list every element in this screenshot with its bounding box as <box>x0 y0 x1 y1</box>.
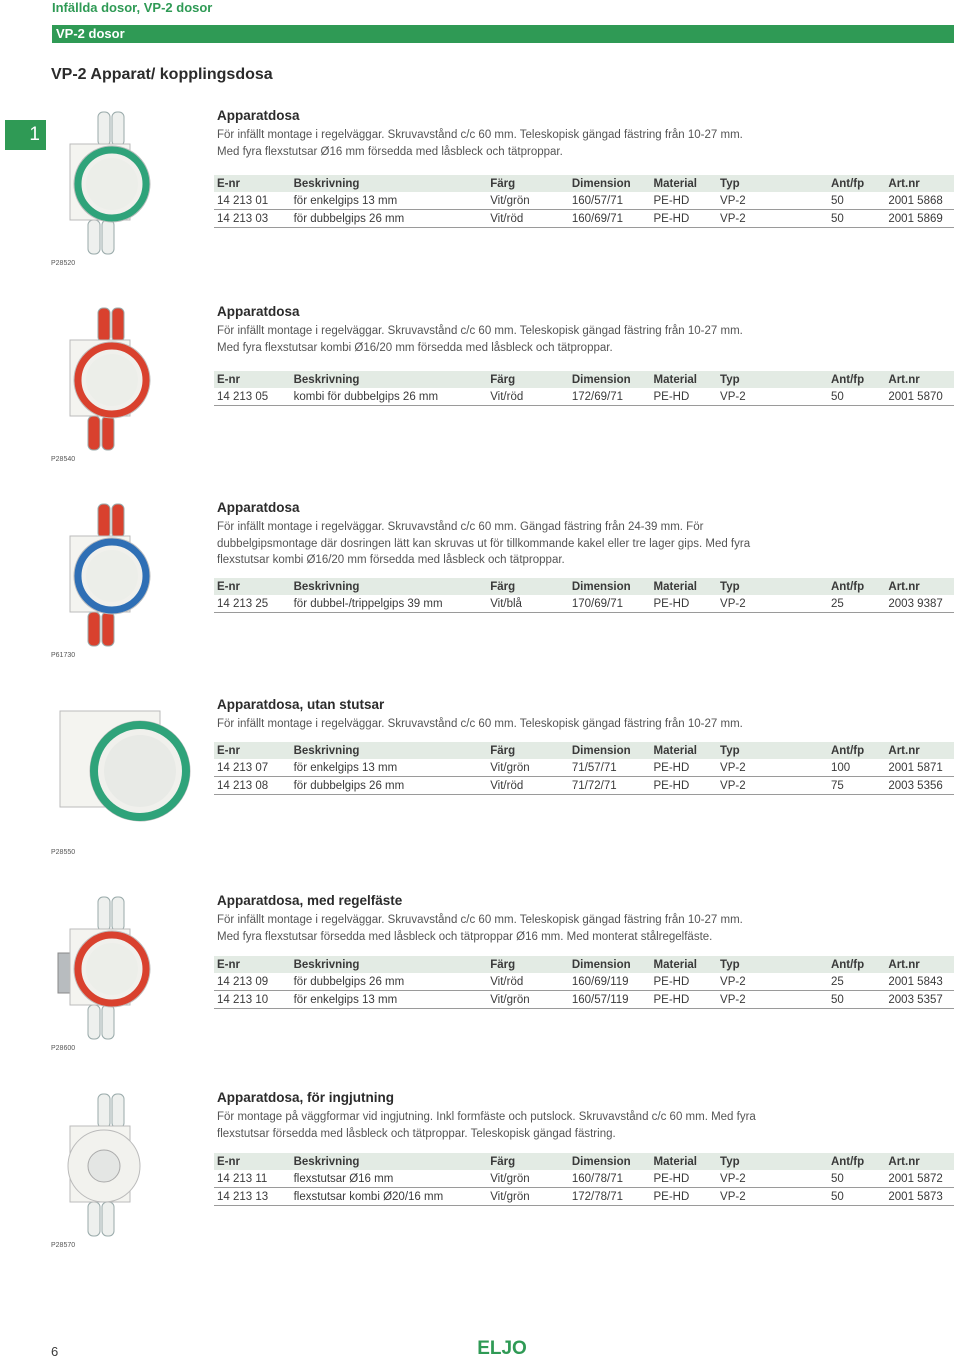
category-title: Infällda dosor, VP-2 dosor <box>52 0 213 15</box>
table-row <box>214 759 954 777</box>
column-header-material: Material <box>651 956 718 973</box>
table-cell-typ: VP-2 <box>717 388 828 406</box>
table-cell-farg: Vit/röd <box>487 973 569 991</box>
table-cell-antfp: 50 <box>828 388 885 406</box>
table-header-row <box>214 1153 954 1170</box>
product-title: Apparatdosa <box>217 108 300 123</box>
table-cell-artnr: 2001 5869 <box>885 210 954 228</box>
table-cell-enr: 14 213 05 <box>214 388 291 406</box>
table-cell-material: PE-HD <box>651 777 718 795</box>
column-header-farg: Färg <box>487 578 569 595</box>
table-cell-farg: Vit/grön <box>487 991 569 1009</box>
table-cell-farg: Vit/grön <box>487 759 569 777</box>
table-cell-typ: VP-2 <box>717 192 828 210</box>
table-cell-artnr: 2001 5871 <box>885 759 954 777</box>
table-cell-material: PE-HD <box>651 1188 718 1206</box>
table-row <box>214 192 954 210</box>
table-cell-artnr: 2003 5357 <box>885 991 954 1009</box>
column-header-dimension: Dimension <box>569 578 651 595</box>
table-cell-farg: Vit/grön <box>487 192 569 210</box>
table-cell-enr: 14 213 11 <box>214 1170 291 1188</box>
column-header-farg: Färg <box>487 1153 569 1170</box>
table-cell-beskrivning: kombi för dubbelgips 26 mm <box>291 388 488 406</box>
table-cell-typ: VP-2 <box>717 973 828 991</box>
column-header-antfp: Ant/fp <box>828 371 885 388</box>
table-cell-farg: Vit/grön <box>487 1170 569 1188</box>
column-header-farg: Färg <box>487 956 569 973</box>
column-header-material: Material <box>651 578 718 595</box>
column-header-enr: E-nr <box>214 175 291 192</box>
product-description: För infällt montage i regelväggar. Skruvavstånd c/c 60 mm. Teleskopisk gängad fästring från 10-27 mm. Med fyra flexstutsar försedda med låsbleck och tätproppar Ø16 mm. Med monterat stålregelfäste. <box>217 914 743 943</box>
product-block <box>0 304 960 500</box>
table-cell-artnr: 2001 5870 <box>885 388 954 406</box>
product-description: För montage på väggformar vid ingjutning. Inkl formfäste och putslock. Skruvavstånd c/c 60 mm. Med fyra flexstutsar försedda med låsbleck och tätproppar. Teleskopisk gängad fästring. <box>217 1111 756 1140</box>
table-cell-artnr: 2003 5356 <box>885 777 954 795</box>
table-cell-dimension: 170/69/71 <box>569 595 651 613</box>
product-description: För infällt montage i regelväggar. Skruvavstånd c/c 60 mm. Teleskopisk gängad fästring från 10-27 mm. Med fyra flexstutsar Ø16 mm försedda med låsbleck och tätproppar. <box>217 129 743 158</box>
column-header-artnr: Art.nr <box>885 578 954 595</box>
table-cell-enr: 14 213 07 <box>214 759 291 777</box>
table-cell-beskrivning: för dubbelgips 26 mm <box>291 210 488 228</box>
column-header-artnr: Art.nr <box>885 1153 954 1170</box>
table-cell-artnr: 2003 9387 <box>885 595 954 613</box>
table-cell-antfp: 25 <box>828 595 885 613</box>
column-header-typ: Typ <box>717 578 828 595</box>
image-code: P28570 <box>51 1242 76 1249</box>
table-cell-enr: 14 213 10 <box>214 991 291 1009</box>
image-code: P61730 <box>51 652 76 659</box>
table-cell-antfp: 50 <box>828 210 885 228</box>
product-block <box>0 893 960 1089</box>
table-row <box>214 388 954 406</box>
product-block <box>0 697 960 893</box>
table-cell-antfp: 50 <box>828 1188 885 1206</box>
table-cell-antfp: 50 <box>828 192 885 210</box>
column-header-antfp: Ant/fp <box>828 175 885 192</box>
table-cell-dimension: 160/78/71 <box>569 1170 651 1188</box>
product-title: Apparatdosa, för ingjutning <box>217 1090 394 1105</box>
table-cell-enr: 14 213 03 <box>214 210 291 228</box>
product-table <box>214 371 954 406</box>
column-header-enr: E-nr <box>214 742 291 759</box>
product-table <box>214 175 954 228</box>
image-code: P28540 <box>51 456 76 463</box>
column-header-beskrivning: Beskrivning <box>291 578 488 595</box>
table-header-row <box>214 371 954 388</box>
product-title: Apparatdosa, med regelfäste <box>217 893 403 908</box>
column-header-enr: E-nr <box>214 578 291 595</box>
table-cell-material: PE-HD <box>651 1170 718 1188</box>
column-header-farg: Färg <box>487 175 569 192</box>
table-cell-typ: VP-2 <box>717 210 828 228</box>
product-image <box>52 500 202 650</box>
table-cell-antfp: 50 <box>828 1170 885 1188</box>
product-title: Apparatdosa <box>217 304 300 319</box>
table-cell-typ: VP-2 <box>717 1170 828 1188</box>
table-cell-beskrivning: för enkelgips 13 mm <box>291 991 488 1009</box>
table-cell-material: PE-HD <box>651 595 718 613</box>
page-title: VP-2 Apparat/ kopplingsdosa <box>51 66 273 83</box>
product-image <box>52 697 202 847</box>
column-header-material: Material <box>651 371 718 388</box>
table-cell-farg: Vit/röd <box>487 210 569 228</box>
table-cell-artnr: 2001 5843 <box>885 973 954 991</box>
table-cell-dimension: 160/57/71 <box>569 192 651 210</box>
table-cell-typ: VP-2 <box>717 991 828 1009</box>
table-cell-dimension: 71/57/71 <box>569 759 651 777</box>
image-code: P28600 <box>51 1045 76 1052</box>
product-image <box>52 304 202 454</box>
column-header-artnr: Art.nr <box>885 742 954 759</box>
table-cell-farg: Vit/röd <box>487 777 569 795</box>
product-image <box>52 893 202 1043</box>
table-cell-enr: 14 213 13 <box>214 1188 291 1206</box>
table-row <box>214 777 954 795</box>
column-header-enr: E-nr <box>214 956 291 973</box>
table-cell-material: PE-HD <box>651 759 718 777</box>
table-cell-enr: 14 213 08 <box>214 777 291 795</box>
column-header-dimension: Dimension <box>569 956 651 973</box>
table-cell-typ: VP-2 <box>717 777 828 795</box>
column-header-typ: Typ <box>717 956 828 973</box>
table-cell-farg: Vit/blå <box>487 595 569 613</box>
column-header-typ: Typ <box>717 175 828 192</box>
column-header-antfp: Ant/fp <box>828 742 885 759</box>
column-header-typ: Typ <box>717 1153 828 1170</box>
table-cell-typ: VP-2 <box>717 759 828 777</box>
table-row <box>214 1188 954 1206</box>
column-header-antfp: Ant/fp <box>828 1153 885 1170</box>
subcategory-bar <box>52 25 954 43</box>
column-header-beskrivning: Beskrivning <box>291 1153 488 1170</box>
table-cell-artnr: 2001 5873 <box>885 1188 954 1206</box>
column-header-material: Material <box>651 742 718 759</box>
table-cell-material: PE-HD <box>651 991 718 1009</box>
table-header-row <box>214 175 954 192</box>
eljo-logo <box>473 1336 531 1358</box>
column-header-antfp: Ant/fp <box>828 578 885 595</box>
column-header-antfp: Ant/fp <box>828 956 885 973</box>
product-table <box>214 956 954 1009</box>
column-header-enr: E-nr <box>214 371 291 388</box>
table-cell-enr: 14 213 09 <box>214 973 291 991</box>
table-cell-dimension: 172/78/71 <box>569 1188 651 1206</box>
product-image <box>52 108 202 258</box>
product-image <box>52 1090 202 1240</box>
product-table <box>214 1153 954 1206</box>
table-cell-enr: 14 213 01 <box>214 192 291 210</box>
column-header-artnr: Art.nr <box>885 371 954 388</box>
column-header-artnr: Art.nr <box>885 175 954 192</box>
product-block <box>0 500 960 696</box>
table-cell-beskrivning: för enkelgips 13 mm <box>291 192 488 210</box>
product-description: För infällt montage i regelväggar. Skruvavstånd c/c 60 mm. Teleskopisk gängad fästring från 10-27 mm. Med fyra flexstutsar kombi Ø16/20 mm försedda med låsbleck och tätproppar. <box>217 325 743 354</box>
product-title: Apparatdosa <box>217 500 300 515</box>
table-cell-artnr: 2001 5868 <box>885 192 954 210</box>
table-row <box>214 210 954 228</box>
column-header-dimension: Dimension <box>569 175 651 192</box>
table-row <box>214 991 954 1009</box>
column-header-farg: Färg <box>487 371 569 388</box>
table-cell-antfp: 50 <box>828 991 885 1009</box>
table-cell-beskrivning: flexstutsar Ø16 mm <box>291 1170 488 1188</box>
table-cell-beskrivning: för dubbelgips 26 mm <box>291 973 488 991</box>
product-block <box>0 108 960 304</box>
table-row <box>214 595 954 613</box>
table-cell-material: PE-HD <box>651 973 718 991</box>
table-cell-beskrivning: för dubbel-/trippelgips 39 mm <box>291 595 488 613</box>
table-cell-antfp: 25 <box>828 973 885 991</box>
table-cell-beskrivning: för dubbelgips 26 mm <box>291 777 488 795</box>
table-cell-typ: VP-2 <box>717 595 828 613</box>
image-code: P28550 <box>51 849 76 856</box>
subcategory-label: VP-2 dosor <box>56 26 125 41</box>
table-cell-dimension: 160/69/119 <box>569 973 651 991</box>
table-header-row <box>214 578 954 595</box>
column-header-farg: Färg <box>487 742 569 759</box>
table-cell-material: PE-HD <box>651 388 718 406</box>
table-cell-artnr: 2001 5872 <box>885 1170 954 1188</box>
page-number: 6 <box>51 1344 59 1359</box>
logo-text: ELJO <box>477 1338 527 1358</box>
column-header-material: Material <box>651 1153 718 1170</box>
product-title: Apparatdosa, utan stutsar <box>217 697 385 712</box>
column-header-beskrivning: Beskrivning <box>291 742 488 759</box>
table-cell-material: PE-HD <box>651 210 718 228</box>
table-header-row <box>214 956 954 973</box>
table-cell-beskrivning: flexstutsar kombi Ø20/16 mm <box>291 1188 488 1206</box>
table-cell-dimension: 160/69/71 <box>569 210 651 228</box>
column-header-typ: Typ <box>717 742 828 759</box>
column-header-dimension: Dimension <box>569 371 651 388</box>
table-cell-enr: 14 213 25 <box>214 595 291 613</box>
column-header-typ: Typ <box>717 371 828 388</box>
column-header-beskrivning: Beskrivning <box>291 371 488 388</box>
product-block <box>0 1090 960 1286</box>
table-cell-farg: Vit/grön <box>487 1188 569 1206</box>
table-cell-beskrivning: för enkelgips 13 mm <box>291 759 488 777</box>
product-description: För infällt montage i regelväggar. Skruvavstånd c/c 60 mm. Gängad fästring från 24-39 mm. För dubbelgipsmontage där dosringen lätt kan skruvas ut för tillkommande kakel eller tre lager gips. Med fyra flexstutsar kombi Ø16/20 mm försedda med låsbleck och tätproppar. <box>217 521 751 566</box>
table-cell-dimension: 71/72/71 <box>569 777 651 795</box>
product-description: För infällt montage i regelväggar. Skruvavstånd c/c 60 mm. Teleskopisk gängad fästring från 10-27 mm. <box>217 718 743 730</box>
table-cell-farg: Vit/röd <box>487 388 569 406</box>
table-cell-antfp: 75 <box>828 777 885 795</box>
image-code: P28520 <box>51 260 76 267</box>
table-cell-dimension: 172/69/71 <box>569 388 651 406</box>
product-table <box>214 578 954 613</box>
table-row <box>214 1170 954 1188</box>
table-row <box>214 973 954 991</box>
product-table <box>214 742 954 795</box>
column-header-artnr: Art.nr <box>885 956 954 973</box>
table-cell-dimension: 160/57/119 <box>569 991 651 1009</box>
column-header-enr: E-nr <box>214 1153 291 1170</box>
column-header-beskrivning: Beskrivning <box>291 956 488 973</box>
section-number-tab: 1 <box>5 120 46 150</box>
table-cell-material: PE-HD <box>651 192 718 210</box>
table-cell-antfp: 100 <box>828 759 885 777</box>
table-cell-typ: VP-2 <box>717 1188 828 1206</box>
table-header-row <box>214 742 954 759</box>
column-header-beskrivning: Beskrivning <box>291 175 488 192</box>
column-header-material: Material <box>651 175 718 192</box>
column-header-dimension: Dimension <box>569 1153 651 1170</box>
column-header-dimension: Dimension <box>569 742 651 759</box>
